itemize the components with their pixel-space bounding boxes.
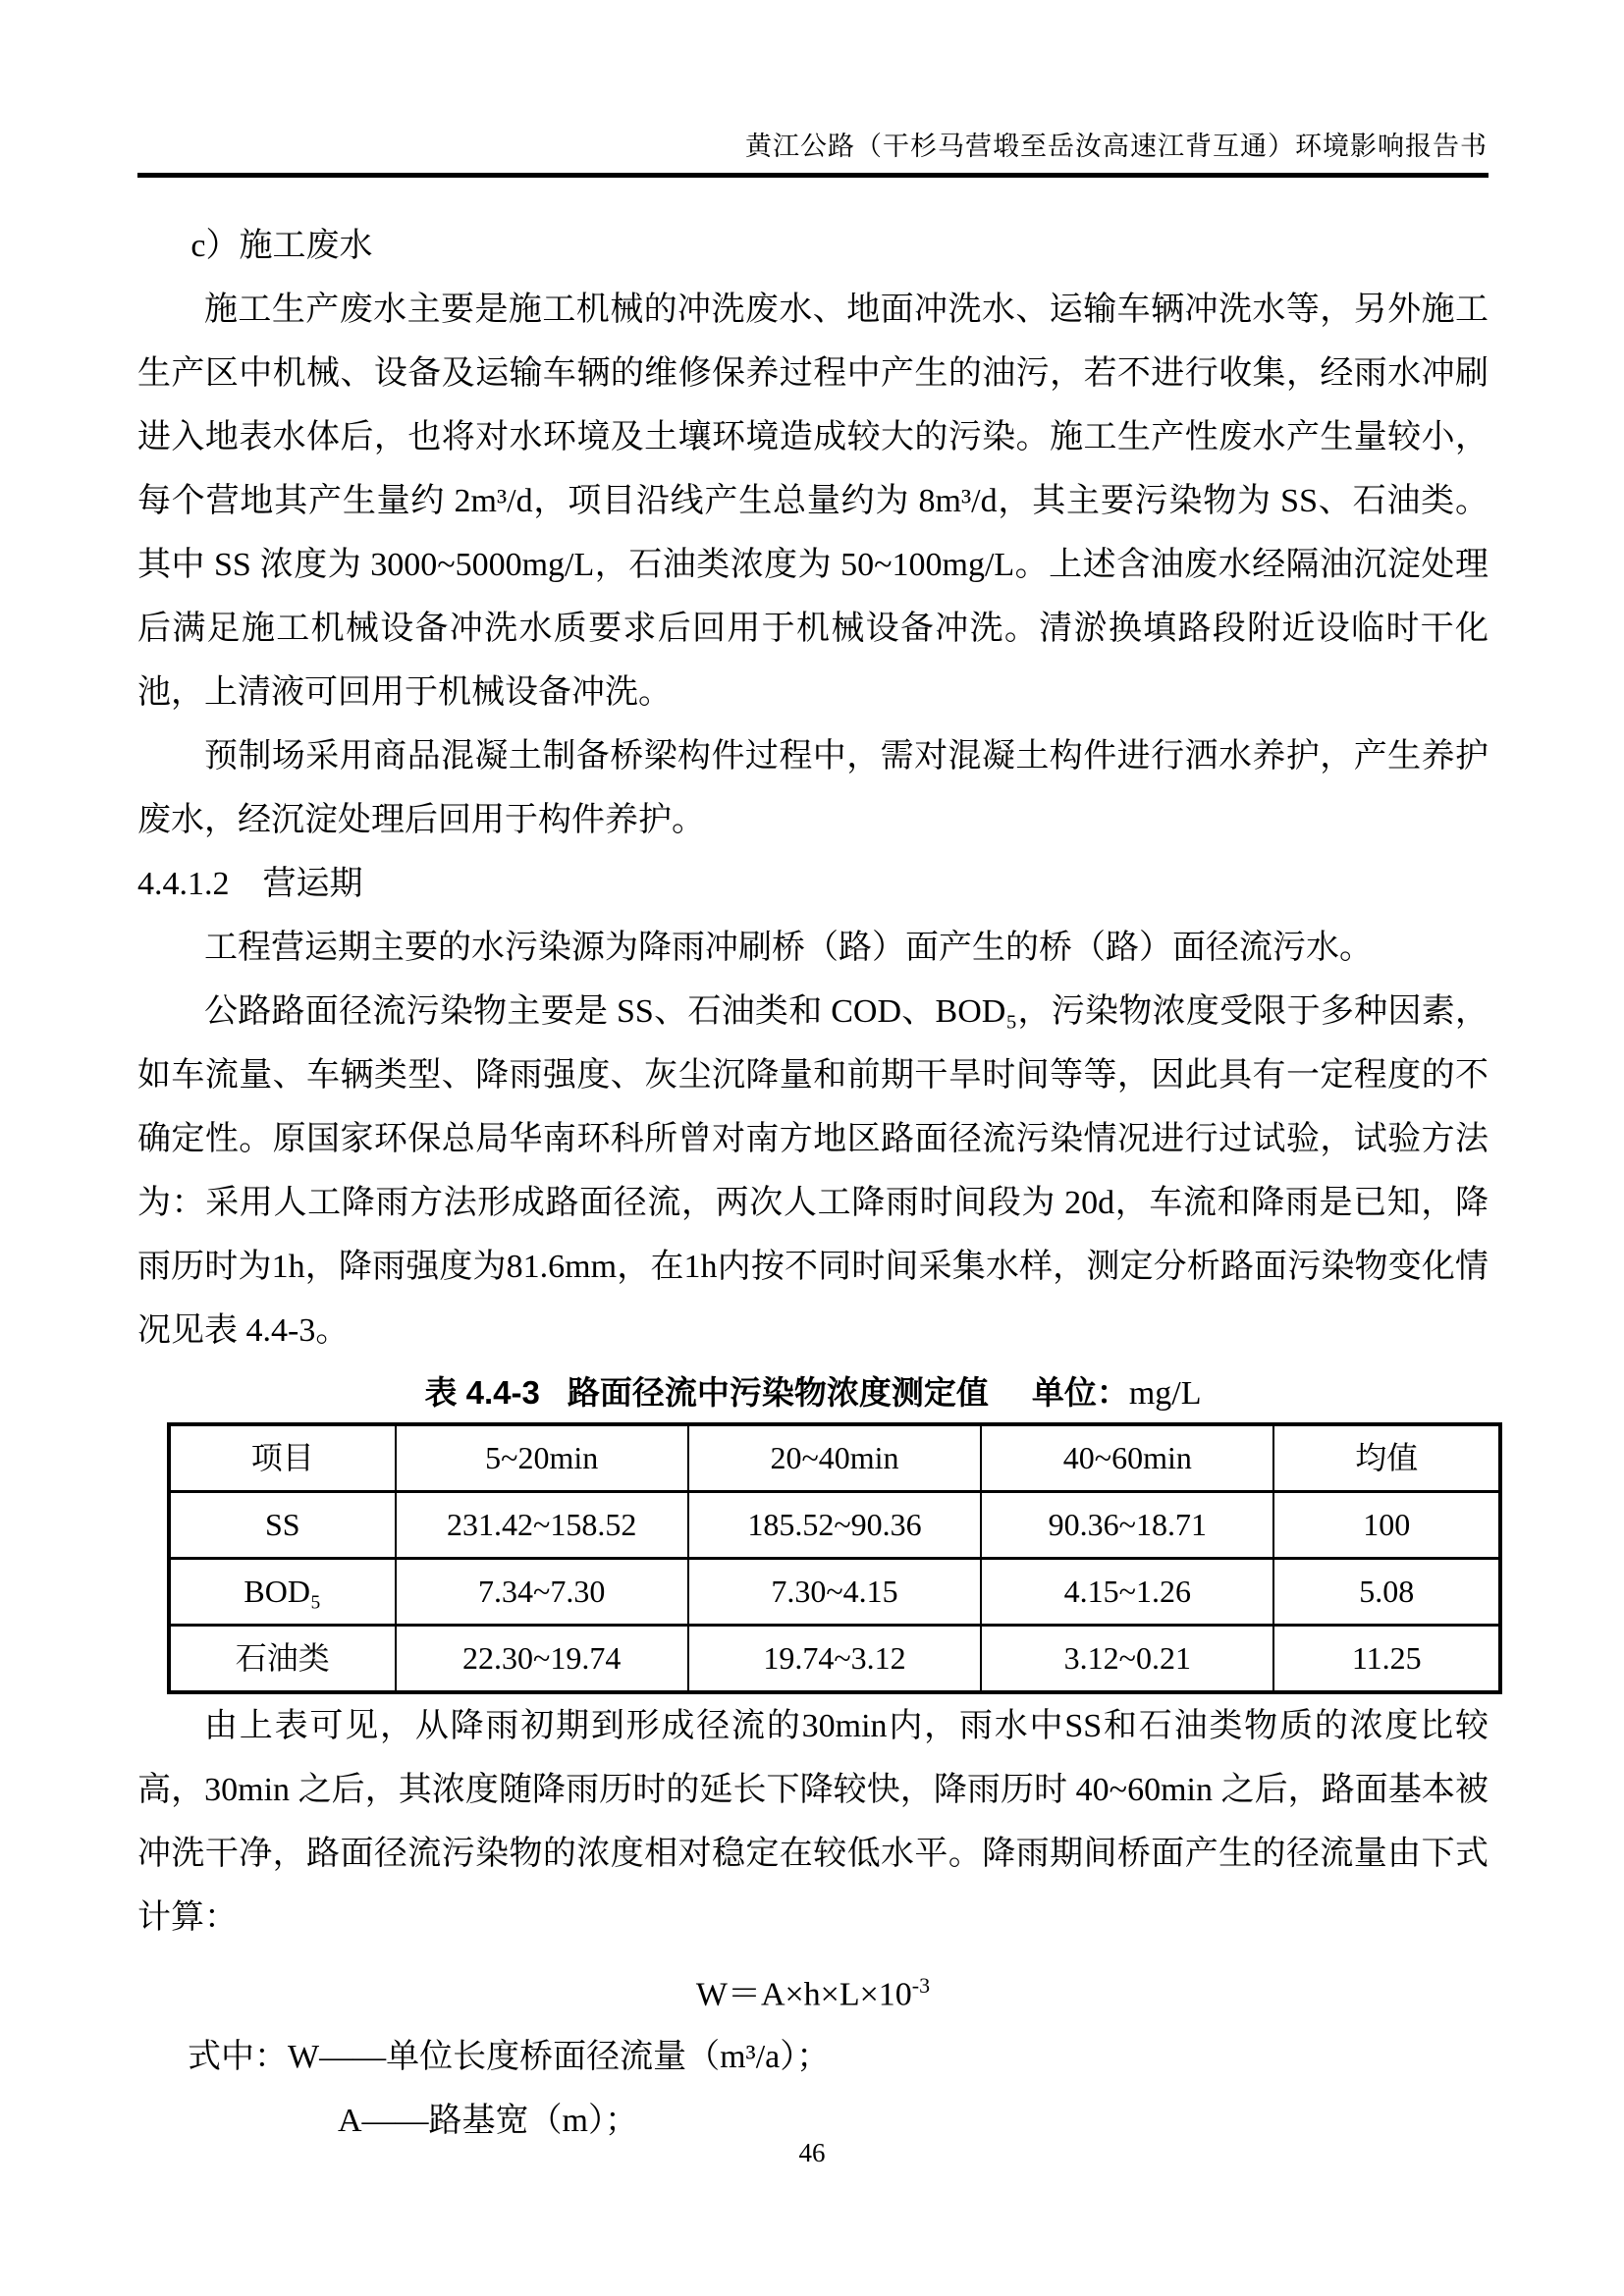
header-rule: [137, 173, 1489, 178]
table-caption-unit-label: 单位：: [1031, 1374, 1129, 1411]
paragraph-construction-wastewater: 施工生产废水主要是施工机械的冲洗废水、地面冲洗水、运输车辆冲洗水等，另外施工生产区中机械、设备及运输车辆的维修保养过程中产生的油污，若不进行收集，经雨水冲刷进入地表水体后，也将对水环境及土壤环境造成较大的污染。施工生产性废水产生量较小，每个营地其产生量约 2m³/d，项目沿线产生总量约为 8m³/d，其主要污染物为 SS、石油类。其中 SS 浓度为 3000~5000mg/L，石油类浓度为 50~100mg/L。上述含油废水经隔油沉淀处理后满足施工机械设备冲洗水质要求后回用于机械设备冲洗。清淤换填路段附近设临时干化池，上清液可回用于机械设备冲洗。: [137, 292, 1489, 711]
table-cell: 7.34~7.30: [396, 1559, 688, 1626]
table-header-row: [169, 1424, 1500, 1492]
table-caption-label: 表 4.4-3: [424, 1374, 540, 1411]
section-c-heading: c）施工废水: [190, 228, 373, 264]
page-content: [137, 192, 1489, 2153]
table-cell: 185.52~90.36: [688, 1492, 981, 1559]
formula-note-w: 式中：W——单位长度桥面径流量（m³/a）；: [188, 2039, 831, 2076]
table-cell: 5.08: [1273, 1559, 1500, 1626]
table-row: [169, 1559, 1500, 1626]
table-cell: 231.42~158.52: [396, 1492, 688, 1559]
table-cell: 22.30~19.74: [396, 1626, 688, 1693]
table-caption-title: 路面径流中污染物浓度测定值: [567, 1374, 989, 1411]
table-caption: [137, 1364, 1489, 1422]
table-header-cell: 均值: [1273, 1424, 1500, 1492]
page-number: 46: [798, 2138, 826, 2167]
table-header-cell: 40~60min: [981, 1424, 1273, 1492]
table-cell: 90.36~18.71: [981, 1492, 1273, 1559]
table-row: [169, 1492, 1500, 1559]
paragraph-runoff-pollutants: 公路路面径流污染物主要是 SS、石油类和 COD、BOD₅，污染物浓度受限于多种因素，如车流量、车辆类型、降雨强度、灰尘沉降量和前期干旱时间等等，因此具有一定程度的不确定性。原国家环保总局华南环科所曾对南方地区路面径流污染情况进行过试验，试验方法为：采用人工降雨方法形成路面径流，两次人工降雨时间段为 20d，车流和降雨是已知，降雨历时为1h，降雨强度为81.6mm，在1h内按不同时间采集水样，测定分析路面污染物变化情况见表 4.4-3。: [137, 993, 1489, 1349]
table-cell: 100: [1273, 1492, 1500, 1559]
section-4412-heading: 4.4.1.2 营运期: [137, 866, 363, 902]
table-cell: 11.25: [1273, 1626, 1500, 1693]
table-cell: 石油类: [169, 1626, 396, 1693]
paragraph-operation-period: 工程营运期主要的水污染源为降雨冲刷桥（路）面产生的桥（路）面径流污水。: [204, 930, 1373, 966]
runoff-formula: [137, 1955, 1489, 2025]
table-cell: 19.74~3.12: [688, 1626, 981, 1693]
table-cell: 7.30~4.15: [688, 1559, 981, 1626]
table-row: [169, 1626, 1500, 1693]
table-cell: BOD₅: [169, 1559, 396, 1626]
table-header-cell: 项目: [169, 1424, 396, 1492]
table-cell: SS: [169, 1492, 396, 1559]
formula-base: W＝A×h×L×10: [695, 1976, 912, 2013]
paragraph-precast-yard: 预制场采用商品混凝土制备桥梁构件过程中，需对混凝土构件进行洒水养护，产生养护废水，经沉淀处理后回用于构件养护。: [137, 738, 1489, 838]
formula-exponent: -3: [911, 1973, 931, 1998]
header-title: 黄江公路（干杉马营塅至岳汝高速江背互通）环境影响报告书: [745, 132, 1488, 161]
formula-note-a: A——路基宽（m）；: [338, 2103, 638, 2140]
table-cell: 4.15~1.26: [981, 1559, 1273, 1626]
paragraph-table-discussion: 由上表可见，从降雨初期到形成径流的30min内，雨水中SS和石油类物质的浓度比较高，30min 之后，其浓度随降雨历时的延长下降较快，降雨历时 40~60min 之后，路面基本被冲洗干净，路面径流污染物的浓度相对稳定在较低水平。降雨期间桥面产生的径流量由下式计算：: [137, 1708, 1489, 1936]
table-caption-unit-value: mg/L: [1128, 1375, 1202, 1412]
table-header-cell: 5~20min: [396, 1424, 688, 1492]
table-cell: 3.12~0.21: [981, 1626, 1273, 1693]
table-header-cell: 20~40min: [688, 1424, 981, 1492]
pollutant-concentration-table: [167, 1422, 1502, 1694]
